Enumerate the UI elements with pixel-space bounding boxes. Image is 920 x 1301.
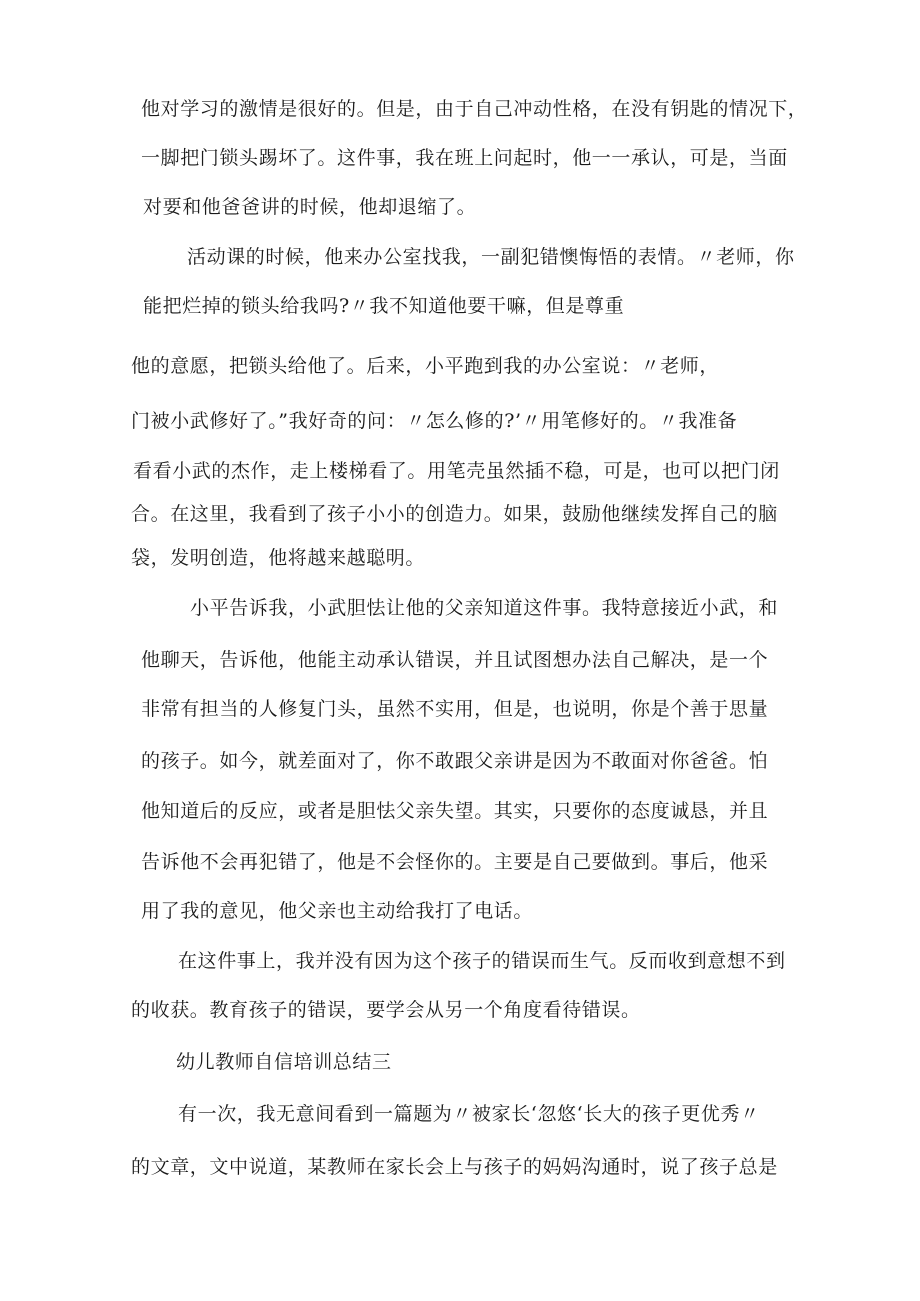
text-line: 他聊天，告诉他，他能主动承认错误，并且试图想办法自己解决，是一个 bbox=[141, 649, 769, 671]
text-line: 活动课的时候，他来办公室找我，一副犯错懊悔悟的表情。〃老师，你 bbox=[187, 246, 795, 268]
text-line: 他的意愿，把锁头给他了。后来，小平跑到我的办公室说：〃老师， bbox=[131, 355, 720, 377]
text-line: 的孩子。如今，就差面对了，你不敢跟父亲讲是因为不敢面对你爸爸。怕 bbox=[141, 750, 769, 772]
text-line: 在这件事上，我并没有因为这个孩子的错误而生气。反而收到意想不到 bbox=[178, 950, 786, 972]
text-line: 他知道后的反应，或者是胆怯父亲失望。其实，只要你的态度诚恳，并且 bbox=[141, 800, 769, 822]
text-line: 小平告诉我，小武胆怯让他的父亲知道这件事。我特意接近小武，和 bbox=[190, 597, 779, 619]
text-line: 一脚把门锁头踢坏了。这件事，我在班上问起时，他一一承认，可是，当面 bbox=[141, 147, 788, 169]
text-line: 用了我的意见，他父亲也主动给我打了电话。 bbox=[141, 900, 534, 922]
text-line: 的文章，文中说道，某教师在家长会上与孩子的妈妈沟通时，说了孩子总是 bbox=[131, 1156, 778, 1178]
text-line: 的收获。教育孩子的错误，要学会从另一个角度看待错误。 bbox=[131, 999, 641, 1021]
text-line: 对要和他爸爸讲的时候，他却退缩了。 bbox=[143, 196, 477, 218]
section-heading: 幼儿教师自信培训总结三 bbox=[176, 1051, 392, 1073]
text-line: 看看小武的杰作，走上楼梯看了。用笔壳虽然插不稳，可是，也可以把门闭 bbox=[133, 460, 780, 482]
text-line: 有一次，我无意间看到一篇题为〃被家长‘忽悠‘长大的孩子更优秀〃 bbox=[178, 1103, 760, 1125]
text-line: 他对学习的激情是很好的。但是，由于自己冲动性格，在没有钥匙的情况下， bbox=[141, 98, 808, 120]
text-line: 能把烂掉的锁头给我吗?〃我不知道他要干嘛，但是尊重 bbox=[143, 295, 625, 317]
text-line: 非常有担当的人修复门头，虽然不实用，但是，也说明，你是个善于思量 bbox=[141, 698, 769, 720]
text-line: 袋，发明创造，他将越来越聪明。 bbox=[131, 547, 426, 569]
text-line: 门被小武修好了。”我好奇的问：〃怎么修的?’〃用笔修好的。〃我准备 bbox=[131, 410, 738, 432]
text-line: 告诉他不会再犯错了，他是不会怪你的。主要是自己要做到。事后，他采 bbox=[141, 851, 769, 873]
text-line: 合。在这里，我看到了孩子小小的创造力。如果，鼓励他继续发挥自己的脑 bbox=[131, 503, 778, 525]
